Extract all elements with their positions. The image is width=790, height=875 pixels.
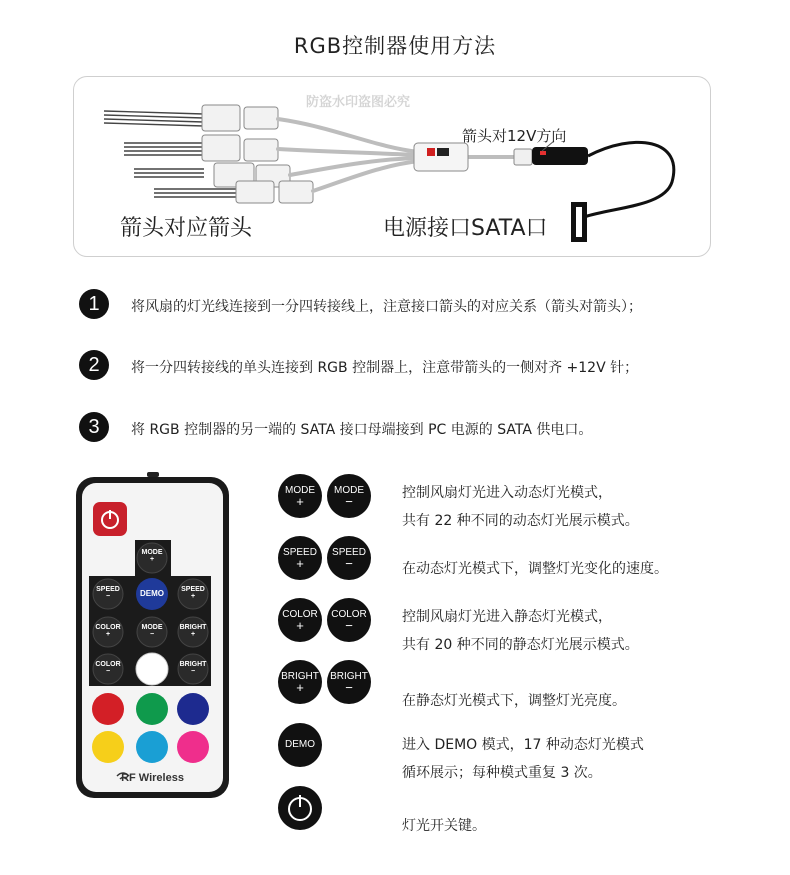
legend-power-button bbox=[278, 786, 322, 830]
remote-bright-minus-button[interactable]: BRIGHT − bbox=[179, 661, 207, 676]
color-description-2: 共有 20 种不同的静态灯光展示模式。 bbox=[402, 637, 639, 653]
step-number: 3 bbox=[79, 412, 109, 442]
legend-mode-plus-button: MODE + bbox=[278, 474, 322, 518]
step-number: 2 bbox=[79, 350, 109, 380]
step-number: 1 bbox=[79, 289, 109, 319]
remote-color-plus-button[interactable]: COLOR + bbox=[95, 624, 121, 639]
legend-speed-plus-button: SPEED + bbox=[278, 536, 322, 580]
legend-color-plus-button: COLOR + bbox=[278, 598, 322, 642]
sata-port-label: 电源接口SATA口 bbox=[383, 216, 548, 241]
legend-mode-minus-button: MODE − bbox=[327, 474, 371, 518]
remote-white-button[interactable] bbox=[136, 653, 168, 685]
remote-demo-button[interactable]: DEMO bbox=[140, 589, 164, 598]
mode-description-2: 共有 22 种不同的动态灯光展示模式。 bbox=[402, 513, 639, 529]
step-text: 将一分四转接线的单头连接到 RGB 控制器上，注意带箭头的一侧对齐 +12V 针； bbox=[131, 360, 639, 376]
remote-green-button[interactable] bbox=[136, 693, 168, 725]
speed-description: 在动态灯光模式下，调整灯光变化的速度。 bbox=[402, 561, 668, 577]
remote-pink-button[interactable] bbox=[177, 731, 209, 763]
remote-cyan-button[interactable] bbox=[136, 731, 168, 763]
step-2 bbox=[79, 350, 779, 382]
legend-bright-plus-button: BRIGHT + bbox=[278, 660, 322, 704]
remote-yellow-button[interactable] bbox=[92, 731, 124, 763]
step-text: 将风扇的灯光线连接到一分四转接线上，注意接口箭头的对应关系（箭头对箭头）； bbox=[131, 299, 642, 315]
page-title: RGB控制器使用方法 bbox=[293, 34, 497, 58]
demo-description-1: 进入 DEMO 模式，17 种动态灯光模式 bbox=[402, 737, 644, 753]
arrow-match-label: 箭头对应箭头 bbox=[120, 216, 253, 241]
step-3 bbox=[79, 412, 779, 444]
power-icon bbox=[278, 786, 322, 830]
demo-description-2: 循环展示；每种模式重复 3 次。 bbox=[402, 765, 602, 781]
step-1 bbox=[79, 289, 779, 321]
remote-color-minus-button[interactable]: COLOR − bbox=[95, 661, 121, 676]
remote-red-button[interactable] bbox=[92, 693, 124, 725]
power-description: 灯光开关键。 bbox=[402, 818, 486, 834]
legend-speed-minus-button: SPEED − bbox=[327, 536, 371, 580]
legend-color-minus-button: COLOR − bbox=[327, 598, 371, 642]
remote-brand-label: RF Wireless bbox=[121, 772, 184, 784]
legend-demo-button: DEMO bbox=[278, 723, 322, 767]
watermark-text: 防盗水印盗图必究 bbox=[306, 95, 411, 110]
remote-control bbox=[75, 472, 230, 800]
remote-mode-minus-button[interactable]: MODE − bbox=[141, 624, 163, 639]
remote-speed-minus-button[interactable]: SPEED − bbox=[96, 586, 120, 601]
mode-description-1: 控制风扇灯光进入动态灯光模式， bbox=[402, 485, 612, 501]
wiring-diagram bbox=[73, 76, 711, 257]
color-description-1: 控制风扇灯光进入静态灯光模式， bbox=[402, 609, 612, 625]
remote-speed-plus-button[interactable]: SPEED + bbox=[181, 586, 205, 601]
remote-mode-plus-button[interactable]: MODE + bbox=[141, 549, 163, 564]
step-text: 将 RGB 控制器的另一端的 SATA 接口母端接到 PC 电源的 SATA 供电口。 bbox=[131, 422, 593, 438]
bright-description: 在静态灯光模式下，调整灯光亮度。 bbox=[402, 693, 626, 709]
legend-bright-minus-button: BRIGHT − bbox=[327, 660, 371, 704]
remote-bright-plus-button[interactable]: BRIGHT + bbox=[179, 624, 207, 639]
remote-blue-button[interactable] bbox=[177, 693, 209, 725]
arrow-12v-label: 箭头对12V方向 bbox=[462, 127, 567, 145]
